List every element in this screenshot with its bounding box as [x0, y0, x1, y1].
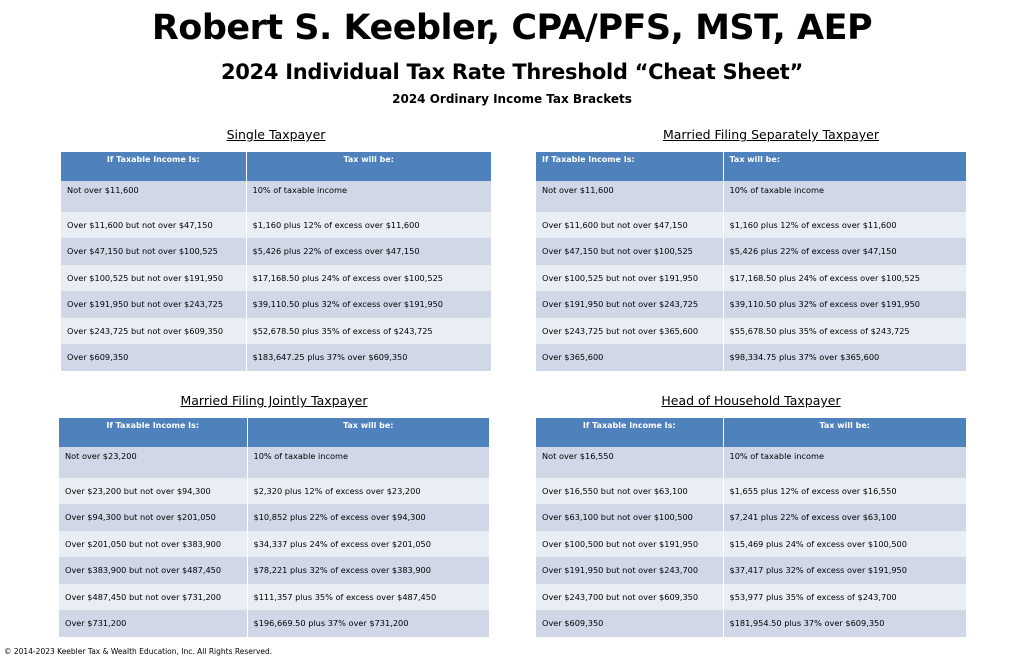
table-row	[536, 557, 966, 584]
tax-cell: $17,168.50 plus 24% of excess over $100,525	[723, 265, 966, 292]
tax-cell: $10,852 plus 22% of excess over $94,300	[247, 504, 489, 531]
page-title: Robert S. Keebler, CPA/PFS, MST, AEP	[151, 8, 873, 48]
income-cell: Over $94,300 but not over $201,050	[59, 504, 247, 531]
income-cell: Over $243,725 but not over $609,350	[61, 318, 246, 345]
tax-cell: $1,160 plus 12% of excess over $11,600	[246, 212, 491, 239]
table-header-row	[536, 418, 966, 447]
income-cell: Over $47,150 but not over $100,525	[61, 238, 246, 265]
tax-cell: $196,669.50 plus 37% over $731,200	[247, 610, 489, 637]
head-of-household-table	[536, 418, 966, 637]
married-filing-separately-section	[536, 126, 966, 371]
table-row	[536, 291, 966, 318]
copyright-footer: © 2014-2023 Keebler Tax & Wealth Education, Inc. All Rights Reserved.	[4, 647, 273, 656]
income-cell: Over $100,500 but not over $191,950	[536, 531, 723, 558]
tax-column-header: Tax will be:	[247, 418, 489, 447]
page-section-heading: 2024 Ordinary Income Tax Brackets	[392, 92, 632, 106]
table-row	[536, 531, 966, 558]
tax-cell: 10% of taxable income	[723, 181, 966, 212]
married-filing-jointly-table	[59, 418, 489, 637]
table-row	[536, 447, 966, 478]
income-cell: Over $100,525 but not over $191,950	[536, 265, 723, 292]
single-taxpayer-table	[61, 152, 491, 371]
table-row	[61, 344, 491, 371]
tax-cell: 10% of taxable income	[246, 181, 491, 212]
tax-cell: $1,160 plus 12% of excess over $11,600	[723, 212, 966, 239]
married-filing-separately-title: Married Filing Separately Taxpayer	[662, 127, 879, 142]
income-column-header: If Taxable Income Is:	[536, 418, 723, 447]
income-cell: Over $63,100 but not over $100,500	[536, 504, 723, 531]
table-header-row	[61, 152, 491, 181]
head-of-household-section	[536, 392, 966, 637]
income-cell: Over $11,600 but not over $47,150	[536, 212, 723, 239]
income-column-header: If Taxable Income Is:	[61, 152, 246, 181]
income-cell: Over $609,350	[61, 344, 246, 371]
table-row	[61, 181, 491, 212]
table-row	[61, 238, 491, 265]
tax-cell: $111,357 plus 35% of excess over $487,450	[247, 584, 489, 611]
income-cell: Not over $11,600	[536, 181, 723, 212]
table-row	[59, 504, 489, 531]
income-column-header: If Taxable Income Is:	[536, 152, 723, 181]
income-cell: Over $201,050 but not over $383,900	[59, 531, 247, 558]
tax-cell: $183,647.25 plus 37% over $609,350	[246, 344, 491, 371]
income-cell: Not over $11,600	[61, 181, 246, 212]
tax-cell: $37,417 plus 32% of excess over $191,950	[723, 557, 966, 584]
tax-cell: $98,334.75 plus 37% over $365,600	[723, 344, 966, 371]
table-row	[536, 584, 966, 611]
tax-cell: 10% of taxable income	[247, 447, 489, 478]
income-cell: Over $191,950 but not over $243,700	[536, 557, 723, 584]
income-cell: Over $100,525 but not over $191,950	[61, 265, 246, 292]
single-taxpayer-title: Single Taxpayer	[226, 127, 326, 142]
table-row	[536, 610, 966, 637]
income-cell: Over $383,900 but not over $487,450	[59, 557, 247, 584]
table-row	[61, 291, 491, 318]
table-row	[536, 212, 966, 239]
income-cell: Over $11,600 but not over $47,150	[61, 212, 246, 239]
income-cell: Over $609,350	[536, 610, 723, 637]
income-cell: Over $487,450 but not over $731,200	[59, 584, 247, 611]
table-row	[536, 318, 966, 345]
table-row	[536, 265, 966, 292]
tax-column-header: Tax will be:	[723, 418, 966, 447]
table-row	[59, 584, 489, 611]
married-filing-separately-table	[536, 152, 966, 371]
tax-column-header: Tax will be:	[246, 152, 491, 181]
tax-cell: $181,954.50 plus 37% over $609,350	[723, 610, 966, 637]
married-filing-jointly-title: Married Filing Jointly Taxpayer	[180, 393, 368, 408]
tax-cell: $5,426 plus 22% of excess over $47,150	[246, 238, 491, 265]
tax-cell: $39,110.50 plus 32% of excess over $191,950	[246, 291, 491, 318]
tax-cell: $52,678.50 plus 35% of excess of $243,725	[246, 318, 491, 345]
head-of-household-title: Head of Household Taxpayer	[661, 393, 841, 408]
income-cell: Over $16,550 but not over $63,100	[536, 478, 723, 505]
tax-cell: $17,168.50 plus 24% of excess over $100,525	[246, 265, 491, 292]
tax-cell: $5,426 plus 22% of excess over $47,150	[723, 238, 966, 265]
table-row	[59, 610, 489, 637]
income-cell: Not over $16,550	[536, 447, 723, 478]
income-cell: Over $243,700 but not over $609,350	[536, 584, 723, 611]
tax-cell: $1,655 plus 12% of excess over $16,550	[723, 478, 966, 505]
single-taxpayer-section	[61, 126, 491, 371]
income-cell: Over $47,150 but not over $100,525	[536, 238, 723, 265]
table-header-row	[536, 152, 966, 181]
table-row	[536, 344, 966, 371]
table-row	[536, 181, 966, 212]
tax-cell: $2,320 plus 12% of excess over $23,200	[247, 478, 489, 505]
income-cell: Over $191,950 but not over $243,725	[536, 291, 723, 318]
table-row	[536, 238, 966, 265]
income-cell: Over $23,200 but not over $94,300	[59, 478, 247, 505]
table-row	[61, 212, 491, 239]
table-row	[59, 531, 489, 558]
table-header-row	[59, 418, 489, 447]
table-row	[59, 557, 489, 584]
income-cell: Over $191,950 but not over $243,725	[61, 291, 246, 318]
married-filing-jointly-section	[59, 392, 489, 637]
table-row	[536, 504, 966, 531]
income-cell: Not over $23,200	[59, 447, 247, 478]
income-cell: Over $731,200	[59, 610, 247, 637]
tax-cell: 10% of taxable income	[723, 447, 966, 478]
tax-cell: $15,469 plus 24% of excess over $100,500	[723, 531, 966, 558]
table-row	[61, 265, 491, 292]
tax-cell: $7,241 plus 22% of excess over $63,100	[723, 504, 966, 531]
income-column-header: If Taxable Income Is:	[59, 418, 247, 447]
table-row	[59, 447, 489, 478]
tax-cell: $39,110.50 plus 32% of excess over $191,950	[723, 291, 966, 318]
tax-cell: $34,337 plus 24% of excess over $201,050	[247, 531, 489, 558]
tax-cell: $78,221 plus 32% of excess over $383,900	[247, 557, 489, 584]
table-row	[59, 478, 489, 505]
income-cell: Over $365,600	[536, 344, 723, 371]
table-row	[536, 478, 966, 505]
tax-cell: $53,977 plus 35% of excess of $243,700	[723, 584, 966, 611]
table-row	[61, 318, 491, 345]
income-cell: Over $243,725 but not over $365,600	[536, 318, 723, 345]
tax-column-header: Tax will be:	[723, 152, 966, 181]
tax-cell: $55,678.50 plus 35% of excess of $243,725	[723, 318, 966, 345]
page-subtitle: 2024 Individual Tax Rate Threshold “Cheat Sheet”	[220, 60, 804, 84]
